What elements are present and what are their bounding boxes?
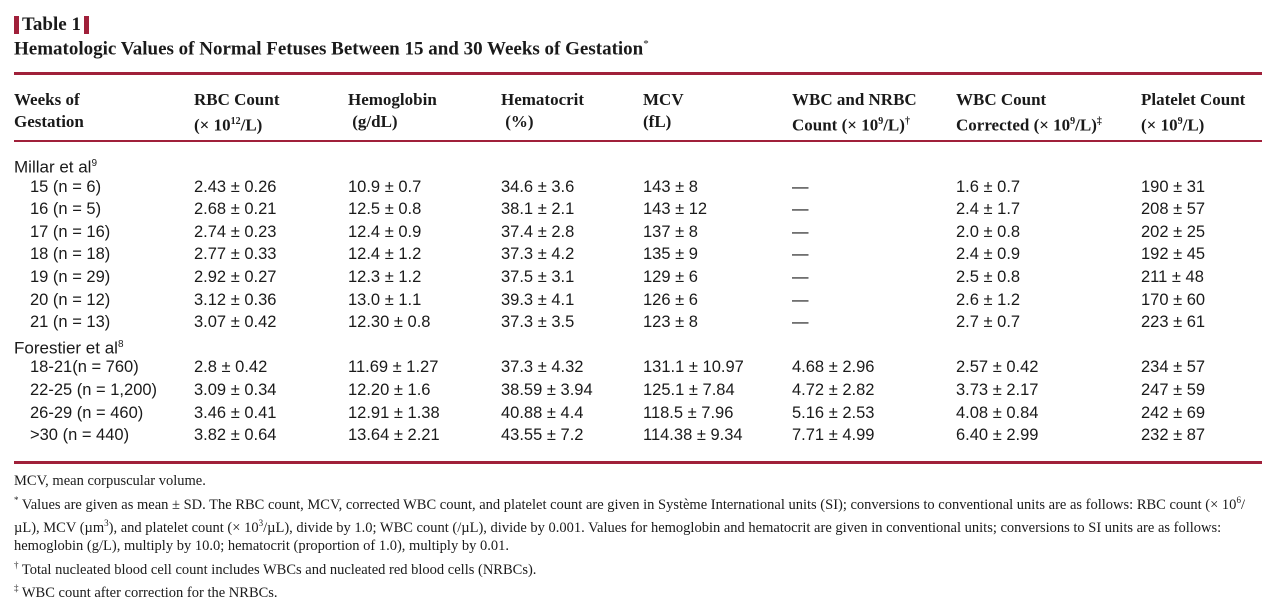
table-cell: 2.74 ± 0.23 bbox=[194, 222, 277, 241]
column-header-platelet bbox=[1141, 89, 1245, 137]
row-label: 20 (n = 12) bbox=[30, 290, 111, 309]
header-text: /L) bbox=[1182, 115, 1205, 135]
table-cell: 202 ± 25 bbox=[1141, 222, 1206, 241]
header-exponent: 12 bbox=[230, 116, 241, 127]
header-line bbox=[1141, 111, 1245, 137]
footnote-text: ), and platelet count (× 10 bbox=[108, 519, 259, 536]
header-rule bbox=[14, 140, 1262, 142]
title-marker-left bbox=[14, 16, 19, 34]
table-cell: 12.5 ± 0.8 bbox=[348, 200, 422, 219]
table-cell: — bbox=[792, 245, 809, 264]
header-line: Hematocrit bbox=[501, 90, 585, 109]
table-cell: 232 ± 87 bbox=[1141, 426, 1206, 445]
row-label: 18 (n = 18) bbox=[30, 245, 111, 264]
row-label: 22-25 (n = 1,200) bbox=[30, 381, 158, 399]
header-line: (%) bbox=[501, 112, 534, 131]
row-label: 26-29 (n = 460) bbox=[30, 403, 144, 422]
column-header-rbc bbox=[194, 89, 280, 137]
header-exponent: 9 bbox=[1177, 116, 1183, 127]
table-cell: 10.9 ± 0.7 bbox=[348, 177, 422, 196]
table-cell: 6.40 ± 2.99 bbox=[956, 426, 1039, 445]
table-cell: 135 ± 9 bbox=[643, 245, 698, 264]
table-cell: 190 ± 31 bbox=[1141, 177, 1206, 196]
table-cell: 2.43 ± 0.26 bbox=[194, 177, 277, 196]
table-cell: 2.92 ± 0.27 bbox=[194, 268, 277, 286]
header-line bbox=[194, 111, 280, 137]
header-line: Platelet Count bbox=[1141, 90, 1246, 109]
header-text: Count (× 10 bbox=[792, 115, 879, 135]
table-cell: — bbox=[792, 177, 809, 196]
table-cell: 12.4 ± 0.9 bbox=[348, 222, 422, 241]
table-cell: 34.6 ± 3.6 bbox=[501, 177, 575, 196]
table-cell: 12.30 ± 0.8 bbox=[348, 313, 431, 332]
table-cell: 129 ± 6 bbox=[643, 268, 698, 286]
header-line: RBC Count bbox=[194, 90, 280, 109]
footnote-mark: † bbox=[14, 559, 19, 570]
row-label: 19 (n = 29) bbox=[30, 268, 111, 286]
row-label: 16 (n = 5) bbox=[30, 200, 102, 219]
footnote-total-nucleated bbox=[14, 556, 1264, 579]
header-line bbox=[792, 111, 917, 137]
column-header-hematocrit bbox=[501, 89, 584, 133]
footnote-text: Total nucleated blood cell count includes WBCs and nucleated red blood cells (NRBCs). bbox=[18, 561, 537, 578]
table-cell: 211 ± 48 bbox=[1141, 268, 1204, 286]
title-marker-right bbox=[84, 16, 89, 34]
header-text: /L) bbox=[240, 115, 263, 135]
header-footnote-mark: ‡ bbox=[1096, 116, 1102, 127]
table-cell: 242 ± 69 bbox=[1141, 403, 1206, 422]
footnote-text: WBC count after correction for the NRBCs. bbox=[18, 584, 278, 601]
table-cell: 137 ± 8 bbox=[643, 222, 698, 241]
header-line: Gestation bbox=[14, 112, 84, 131]
table-cell: — bbox=[792, 290, 809, 309]
table-cell: 39.3 ± 4.1 bbox=[501, 290, 575, 309]
table-cell: 143 ± 8 bbox=[643, 177, 698, 196]
table-cell: 2.4 ± 1.7 bbox=[956, 200, 1021, 219]
table-cell: — bbox=[792, 200, 809, 219]
footnote-wbc-corrected bbox=[14, 579, 1264, 602]
table-cell: 13.64 ± 2.21 bbox=[348, 426, 440, 445]
table-cell: 123 ± 8 bbox=[643, 313, 698, 332]
header-line: WBC Count bbox=[956, 90, 1047, 109]
caption-footnote-mark: * bbox=[643, 38, 649, 50]
table-cell: 3.82 ± 0.64 bbox=[194, 426, 277, 445]
header-exponent: 9 bbox=[878, 116, 884, 127]
table-cell: 37.3 ± 4.32 bbox=[501, 358, 584, 377]
column-header-wbc-corrected bbox=[956, 89, 1102, 137]
table-cell: 223 ± 61 bbox=[1141, 313, 1206, 332]
row-label: 21 (n = 13) bbox=[30, 313, 111, 332]
table-cell: 2.57 ± 0.42 bbox=[956, 358, 1039, 377]
header-exponent: 9 bbox=[1070, 116, 1076, 127]
column-header-mcv bbox=[643, 89, 684, 133]
footnote-abbreviations: MCV, mean corpuscular volume. bbox=[14, 473, 206, 489]
table-cell: 247 ± 59 bbox=[1141, 381, 1206, 399]
table-cell: 2.5 ± 0.8 bbox=[956, 268, 1021, 286]
header-line: WBC and NRBC bbox=[792, 90, 917, 109]
bottom-rule bbox=[14, 461, 1262, 464]
footnote-mark: ‡ bbox=[14, 582, 19, 593]
header-line bbox=[956, 111, 1102, 137]
table-cell: 40.88 ± 4.4 bbox=[501, 403, 584, 422]
table-cell: 2.68 ± 0.21 bbox=[194, 200, 277, 219]
footnote-exponent: 6 bbox=[1236, 494, 1241, 505]
column-header-hemoglobin bbox=[348, 89, 437, 133]
table-cell: 4.08 ± 0.84 bbox=[956, 403, 1039, 422]
table-cell: 37.4 ± 2.8 bbox=[501, 222, 575, 241]
table-footnotes bbox=[14, 472, 1264, 602]
table-cell: 37.5 ± 3.1 bbox=[501, 268, 575, 286]
table-cell: 43.55 ± 7.2 bbox=[501, 426, 584, 445]
footnote-text: /µL), MCV (µm bbox=[14, 496, 1245, 536]
table-cell: 37.3 ± 3.5 bbox=[501, 313, 575, 332]
table-cell: 2.7 ± 0.7 bbox=[956, 313, 1021, 332]
column-header-wbc-nrbc bbox=[792, 89, 917, 137]
table-cell: 4.72 ± 2.82 bbox=[792, 381, 875, 399]
caption-text: Hematologic Values of Normal Fetuses Between 15 and 30 Weeks of Gestation bbox=[14, 38, 644, 60]
group-reference: 8 bbox=[117, 338, 124, 350]
table-cell: 126 ± 6 bbox=[643, 290, 698, 309]
table-cell: 114.38 ± 9.34 bbox=[643, 426, 743, 445]
row-label: 15 (n = 6) bbox=[30, 177, 102, 196]
table-cell: 192 ± 45 bbox=[1141, 245, 1206, 264]
table-cell: 12.4 ± 1.2 bbox=[348, 245, 422, 264]
footnote-exponent: 3 bbox=[258, 517, 264, 528]
table-cell: 170 ± 60 bbox=[1141, 290, 1206, 309]
table-cell: 143 ± 12 bbox=[643, 200, 708, 219]
header-text: Corrected (× 10 bbox=[956, 115, 1071, 135]
table-cell: 4.68 ± 2.96 bbox=[792, 358, 875, 377]
table-cell: 3.46 ± 0.41 bbox=[194, 403, 277, 422]
row-label: 18-21(n = 760) bbox=[30, 358, 139, 377]
table-cell: — bbox=[792, 222, 809, 241]
table-cell: 11.69 ± 1.27 bbox=[348, 358, 439, 377]
table-cell: 2.6 ± 1.2 bbox=[956, 290, 1021, 309]
table-cell: 38.1 ± 2.1 bbox=[501, 200, 575, 219]
table-cell: 12.20 ± 1.6 bbox=[348, 381, 431, 399]
header-line: (fL) bbox=[643, 112, 672, 131]
footnote-mark: * bbox=[14, 494, 19, 505]
header-text: (× 10 bbox=[1141, 115, 1178, 135]
footnote-exponent: 3 bbox=[104, 517, 109, 528]
table-cell: 37.3 ± 4.2 bbox=[501, 245, 575, 264]
table-cell: 5.16 ± 2.53 bbox=[792, 403, 875, 422]
table-cell: 2.4 ± 0.9 bbox=[956, 245, 1021, 264]
table-cell: 2.77 ± 0.33 bbox=[194, 245, 277, 264]
footnote-values bbox=[14, 491, 1264, 556]
row-label: >30 (n = 440) bbox=[30, 426, 130, 445]
table-label: Table 1 bbox=[22, 14, 81, 35]
header-text: /L) bbox=[883, 115, 905, 135]
header-line: Weeks of bbox=[14, 90, 80, 109]
footnote-text: Values are given as mean ± SD. The RBC count, MCV, corrected WBC count, and platelet count are given in Système International units (SI); conversions to conventional units are as follows: RBC count (× 10 bbox=[18, 496, 1237, 513]
group-name: Forestier et al bbox=[14, 338, 118, 358]
table-cell: 13.0 ± 1.1 bbox=[348, 290, 422, 309]
group-reference: 9 bbox=[91, 158, 98, 169]
header-line: (g/dL) bbox=[348, 112, 398, 131]
table-cell: 2.0 ± 0.8 bbox=[956, 222, 1021, 241]
table-caption bbox=[14, 38, 649, 60]
header-text: /L) bbox=[1075, 115, 1097, 135]
row-label: 17 (n = 16) bbox=[30, 222, 111, 241]
table-title-row bbox=[14, 14, 89, 36]
table-cell: 3.12 ± 0.36 bbox=[194, 290, 277, 309]
header-text: (× 10 bbox=[194, 115, 231, 135]
table-cell: 125.1 ± 7.84 bbox=[643, 381, 735, 399]
header-line: Hemoglobin bbox=[348, 90, 437, 109]
table-cell: 2.8 ± 0.42 bbox=[194, 358, 268, 377]
table-cell: — bbox=[792, 313, 809, 332]
group-name: Millar et al bbox=[14, 157, 92, 177]
table-cell: 1.6 ± 0.7 bbox=[956, 177, 1021, 196]
header-footnote-mark: † bbox=[904, 116, 910, 127]
table-cell: 12.91 ± 1.38 bbox=[348, 403, 440, 422]
header-line: MCV bbox=[643, 90, 684, 109]
table-cell: 7.71 ± 4.99 bbox=[792, 426, 875, 445]
footnote-text: /µL), divide by 1.0; WBC count (/µL), divide by 0.001. Values for hemoglobin and hematocrit are given in conventional units; conversions to SI units are as follows: hemoglobin (g/L), multiply by 10.0; hematocrit (proportion of 1.0), multiply by 0.01. bbox=[14, 519, 1222, 555]
table-cell: 38.59 ± 3.94 bbox=[501, 381, 593, 399]
table-cell: 118.5 ± 7.96 bbox=[643, 403, 734, 422]
table-cell: 131.1 ± 10.97 bbox=[643, 358, 744, 377]
table-cell: — bbox=[792, 268, 809, 286]
top-rule bbox=[14, 72, 1262, 75]
table-cell: 208 ± 57 bbox=[1141, 200, 1206, 219]
table-cell: 3.73 ± 2.17 bbox=[956, 381, 1039, 399]
table-cell: 3.07 ± 0.42 bbox=[194, 313, 277, 332]
table-cell: 3.09 ± 0.34 bbox=[194, 381, 277, 399]
table-cell: 234 ± 57 bbox=[1141, 358, 1206, 377]
table-cell: 12.3 ± 1.2 bbox=[348, 268, 422, 286]
column-header-weeks bbox=[14, 89, 84, 133]
